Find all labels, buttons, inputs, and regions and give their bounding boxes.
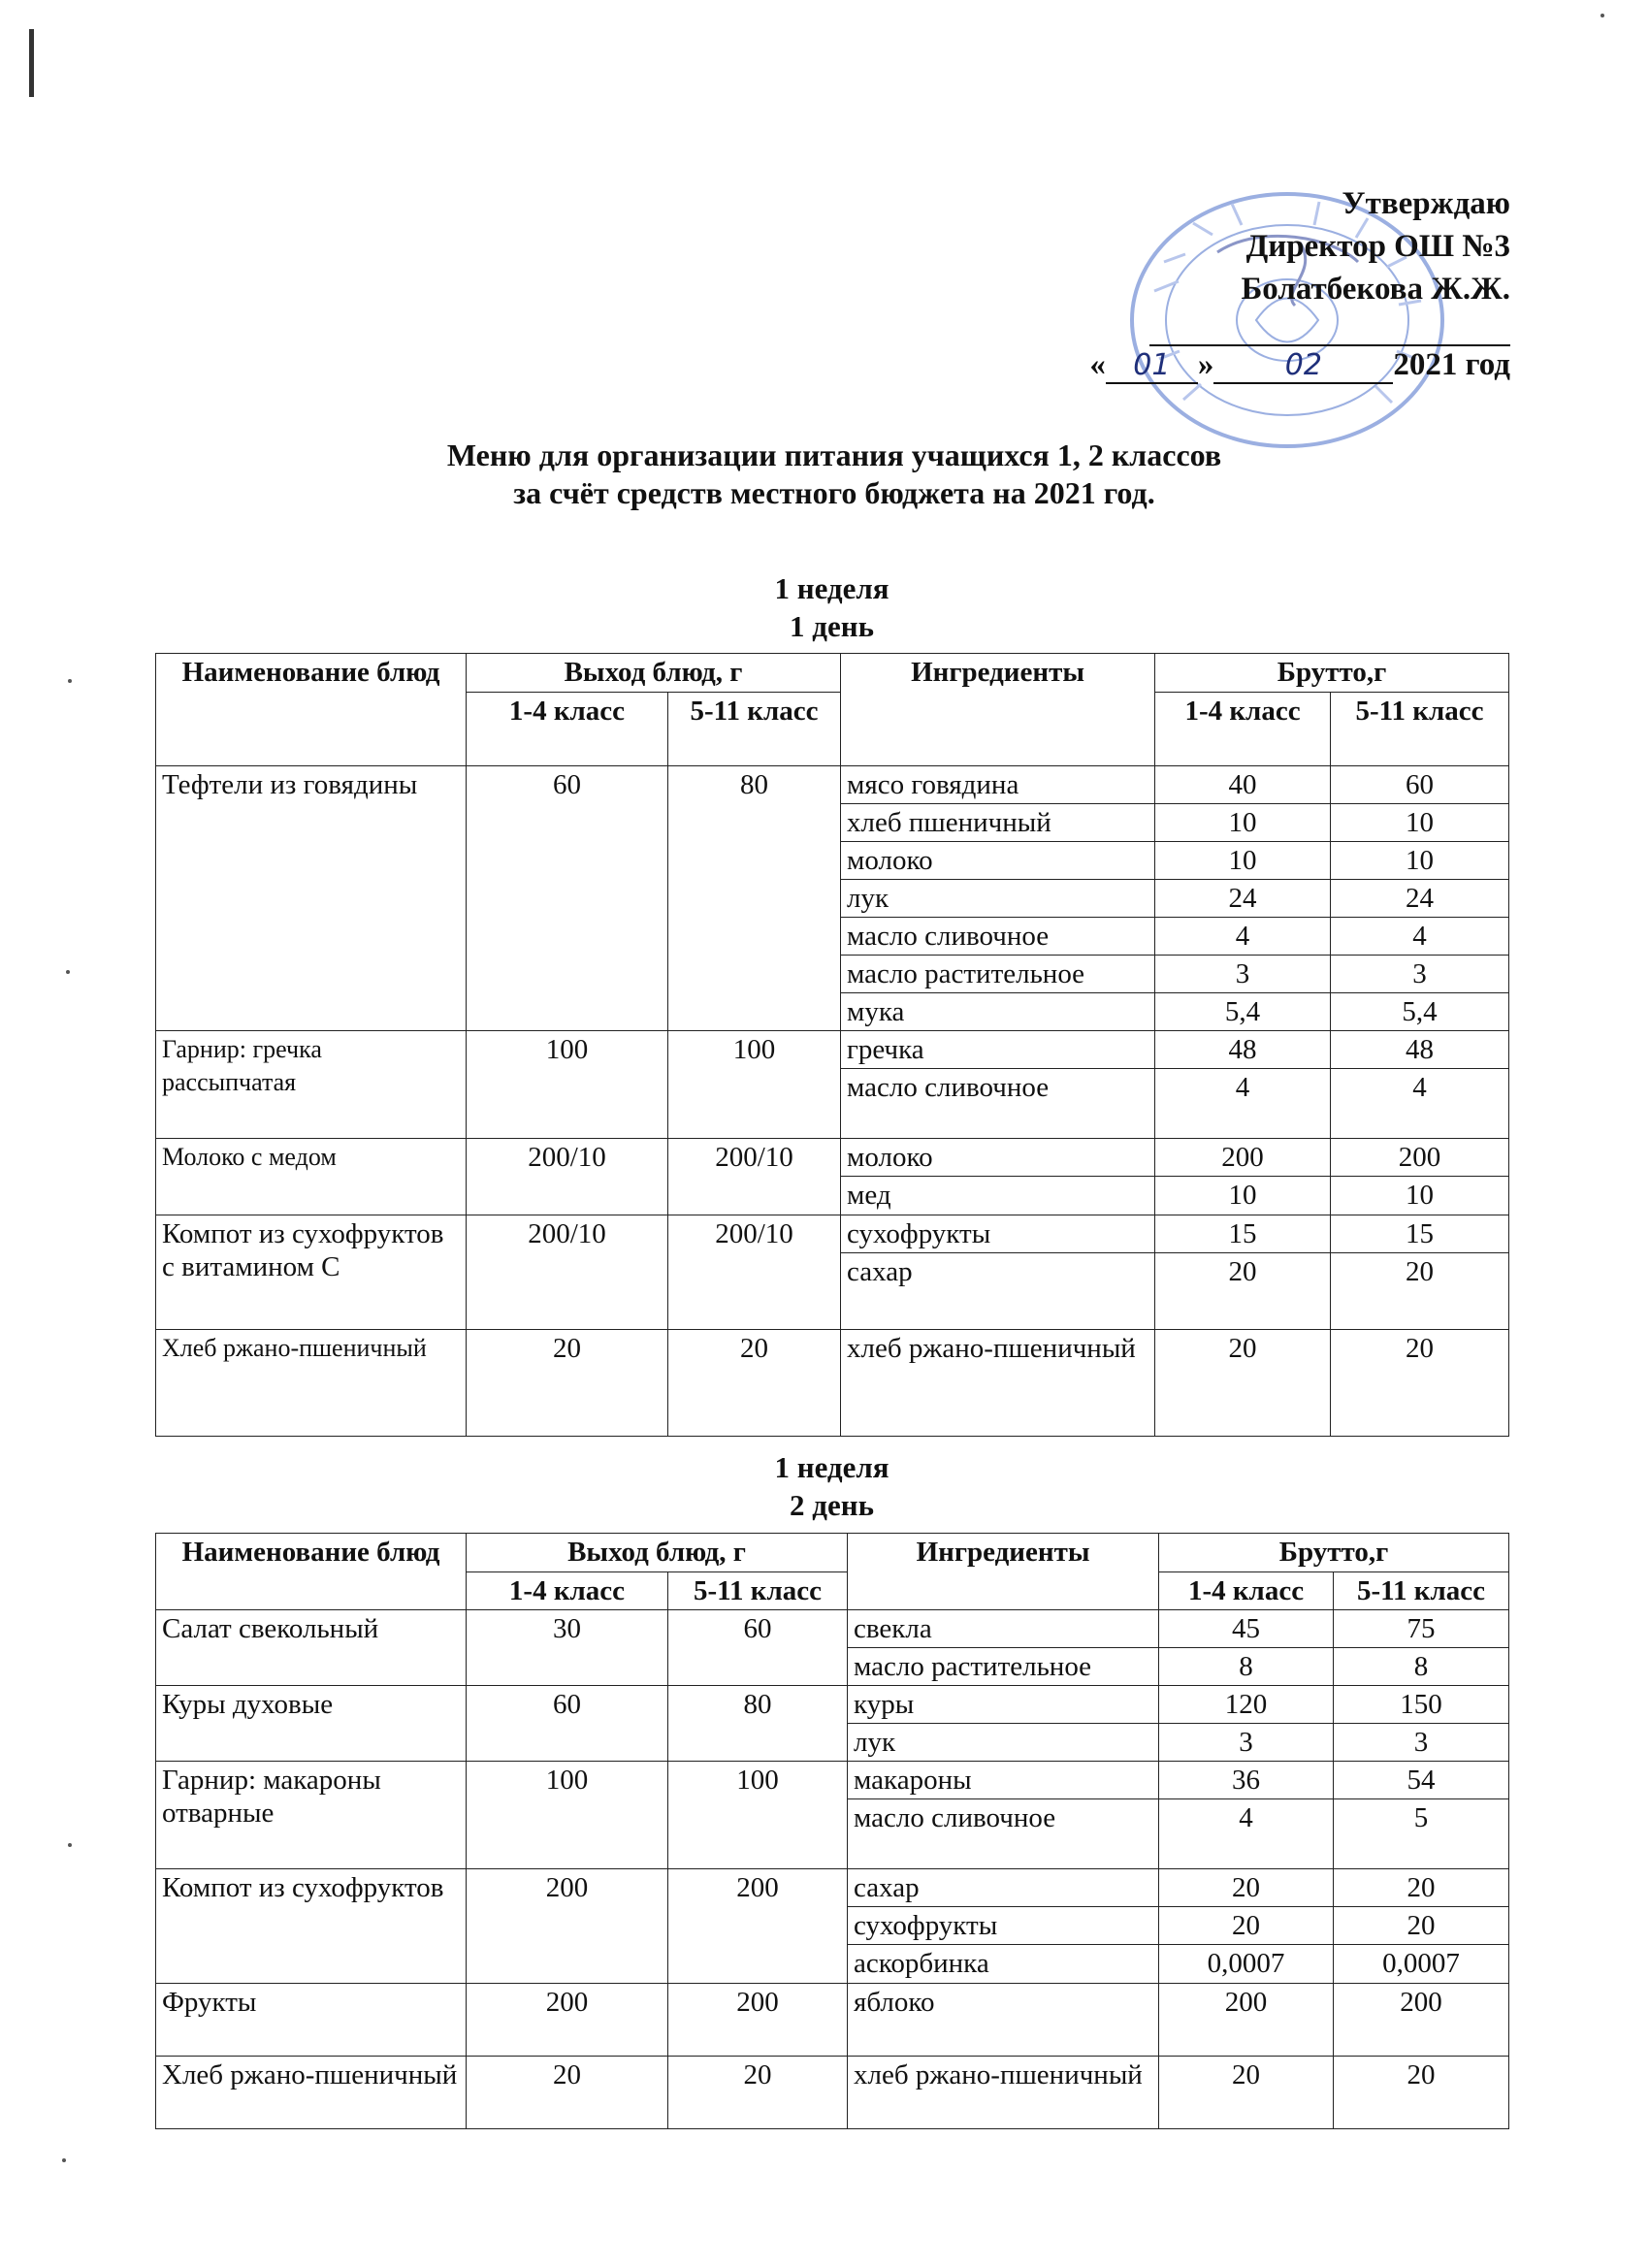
gross-5-11: 5,4 [1331, 993, 1509, 1031]
ingredient-name: мед [841, 1177, 1155, 1215]
ingredient-name: молоко [841, 1139, 1155, 1177]
approval-word: Утверждаю [1342, 186, 1510, 221]
output-1-4: 200 [467, 1984, 668, 2057]
gross-5-11: 20 [1331, 1330, 1509, 1437]
header-output-1-4: 1-4 класс [467, 693, 668, 766]
date-quote-open: « [1089, 347, 1106, 382]
header-ingredients: Ингредиенты [841, 654, 1155, 766]
gross-1-4: 40 [1155, 766, 1331, 804]
ingredient-name: сахар [841, 1253, 1155, 1330]
output-5-11: 100 [668, 1031, 841, 1139]
gross-5-11: 4 [1331, 1069, 1509, 1139]
gross-1-4: 200 [1159, 1984, 1334, 2057]
output-5-11: 200/10 [668, 1215, 841, 1330]
day2-day: 2 день [790, 1488, 874, 1522]
output-5-11: 200 [668, 1984, 848, 2057]
dish-name: Гарнир: гречка рассыпчатая [156, 1031, 467, 1139]
menu-table-day1 [155, 653, 1509, 1437]
header-output: Выход блюд, г [467, 654, 841, 693]
gross-5-11: 8 [1334, 1648, 1509, 1686]
ingredient-name: хлеб ржано-пшеничный [841, 1330, 1155, 1437]
output-1-4: 60 [467, 766, 668, 1031]
scan-dot [68, 1843, 72, 1847]
output-5-11: 20 [668, 2057, 848, 2129]
output-1-4: 100 [467, 1762, 668, 1869]
ingredient-name: мясо говядина [841, 766, 1155, 804]
output-1-4: 20 [467, 2057, 668, 2129]
gross-5-11: 10 [1331, 842, 1509, 880]
date-quote-close: » [1197, 347, 1214, 382]
scan-dot [66, 970, 70, 974]
gross-5-11: 20 [1334, 1869, 1509, 1907]
header-output-1-4: 1-4 класс [467, 1572, 668, 1610]
gross-1-4: 36 [1159, 1762, 1334, 1799]
gross-1-4: 20 [1159, 1907, 1334, 1945]
output-1-4: 200/10 [467, 1215, 668, 1330]
table-row [156, 1330, 1509, 1437]
dish-name: Компот из сухофруктов [156, 1869, 467, 1984]
table-row [156, 1139, 1509, 1177]
gross-1-4: 0,0007 [1159, 1945, 1334, 1984]
ingredient-name: хлеб ржано-пшеничный [848, 2057, 1159, 2129]
gross-1-4: 4 [1155, 918, 1331, 956]
gross-5-11: 150 [1334, 1686, 1509, 1724]
header-gross-5-11: 5-11 класс [1331, 693, 1509, 766]
gross-5-11: 48 [1331, 1031, 1509, 1069]
dish-name: Компот из сухофруктов с витамином С [156, 1215, 467, 1330]
dish-name: Хлеб ржано-пшеничный [156, 2057, 467, 2129]
menu-table-day2 [155, 1533, 1509, 2129]
gross-1-4: 3 [1155, 956, 1331, 993]
header-dish: Наименование блюд [156, 1534, 467, 1610]
ingredient-name: макароны [848, 1762, 1159, 1799]
header-gross-1-4: 1-4 класс [1159, 1572, 1334, 1610]
scan-dot [68, 679, 72, 683]
gross-5-11: 10 [1331, 804, 1509, 842]
header-dish: Наименование блюд [156, 654, 467, 766]
output-1-4: 200 [467, 1869, 668, 1984]
output-5-11: 60 [668, 1610, 848, 1686]
date-month: 02 [1213, 348, 1393, 384]
ingredient-name: масло растительное [841, 956, 1155, 993]
approval-date [1089, 347, 1510, 384]
gross-5-11: 200 [1334, 1984, 1509, 2057]
ingredient-name: молоко [841, 842, 1155, 880]
day1-week: 1 неделя [774, 571, 889, 605]
output-1-4: 30 [467, 1610, 668, 1686]
ingredient-name: масло сливочное [848, 1799, 1159, 1869]
signature-line [1149, 344, 1510, 346]
gross-5-11: 15 [1331, 1215, 1509, 1253]
output-5-11: 200 [668, 1869, 848, 1984]
gross-1-4: 48 [1155, 1031, 1331, 1069]
dish-name: Молоко с медом [156, 1139, 467, 1215]
scan-dot [62, 2158, 66, 2162]
table-row [156, 1762, 1509, 1799]
gross-1-4: 15 [1155, 1215, 1331, 1253]
ingredient-name: мука [841, 993, 1155, 1031]
gross-1-4: 20 [1159, 2057, 1334, 2129]
scan-dot [1600, 14, 1604, 17]
output-1-4: 20 [467, 1330, 668, 1437]
date-year: 2021 год [1393, 347, 1510, 382]
gross-1-4: 20 [1155, 1253, 1331, 1330]
output-1-4: 100 [467, 1031, 668, 1139]
header-gross: Брутто,г [1155, 654, 1509, 693]
day2-week: 1 неделя [774, 1450, 889, 1484]
ingredient-name: масло сливочное [841, 1069, 1155, 1139]
dish-name: Хлеб ржано-пшеничный [156, 1330, 467, 1437]
ingredient-name: масло сливочное [841, 918, 1155, 956]
table-row [156, 2057, 1509, 2129]
gross-1-4: 45 [1159, 1610, 1334, 1648]
gross-1-4: 20 [1159, 1869, 1334, 1907]
output-1-4: 200/10 [467, 1139, 668, 1215]
ingredient-name: лук [841, 880, 1155, 918]
gross-5-11: 24 [1331, 880, 1509, 918]
dish-name: Тефтели из говядины [156, 766, 467, 1031]
dish-name: Салат свекольный [156, 1610, 467, 1686]
dish-name: Куры духовые [156, 1686, 467, 1762]
gross-5-11: 200 [1331, 1139, 1509, 1177]
gross-1-4: 10 [1155, 842, 1331, 880]
gross-5-11: 4 [1331, 918, 1509, 956]
director-name: Болатбекова Ж.Ж. [1241, 272, 1510, 307]
gross-5-11: 54 [1334, 1762, 1509, 1799]
output-5-11: 80 [668, 1686, 848, 1762]
gross-5-11: 5 [1334, 1799, 1509, 1869]
gross-5-11: 20 [1331, 1253, 1509, 1330]
table-row [156, 1031, 1509, 1069]
gross-1-4: 8 [1159, 1648, 1334, 1686]
header-gross-5-11: 5-11 класс [1334, 1572, 1509, 1610]
table-row [156, 1610, 1509, 1648]
title-line-1: Меню для организации питания учащихся 1, 2 классов [446, 437, 1222, 472]
gross-1-4: 4 [1155, 1069, 1331, 1139]
gross-5-11: 10 [1331, 1177, 1509, 1215]
header-output: Выход блюд, г [467, 1534, 848, 1572]
output-1-4: 60 [467, 1686, 668, 1762]
ingredient-name: сухофрукты [841, 1215, 1155, 1253]
gross-5-11: 20 [1334, 1907, 1509, 1945]
date-day: 01 [1106, 348, 1198, 384]
dish-name: Фрукты [156, 1984, 467, 2057]
document-title [0, 437, 1649, 512]
ingredient-name: хлеб пшеничный [841, 804, 1155, 842]
ingredient-name: аскорбинка [848, 1945, 1159, 1984]
gross-5-11: 3 [1331, 956, 1509, 993]
gross-1-4: 24 [1155, 880, 1331, 918]
ingredient-name: куры [848, 1686, 1159, 1724]
ingredient-name: лук [848, 1724, 1159, 1762]
output-5-11: 20 [668, 1330, 841, 1437]
ingredient-name: гречка [841, 1031, 1155, 1069]
gross-1-4: 10 [1155, 1177, 1331, 1215]
day1-heading [155, 569, 1508, 645]
table-row [156, 1686, 1509, 1724]
output-5-11: 80 [668, 766, 841, 1031]
gross-5-11: 20 [1334, 2057, 1509, 2129]
ingredient-name: свекла [848, 1610, 1159, 1648]
header-output-5-11: 5-11 класс [668, 693, 841, 766]
ingredient-name: сухофрукты [848, 1907, 1159, 1945]
header-ingredients: Ингредиенты [848, 1534, 1159, 1610]
gross-5-11: 75 [1334, 1610, 1509, 1648]
gross-1-4: 200 [1155, 1139, 1331, 1177]
title-line-2: за счёт средств местного бюджета на 2021 год. [513, 475, 1155, 510]
gross-1-4: 4 [1159, 1799, 1334, 1869]
gross-1-4: 10 [1155, 804, 1331, 842]
ingredient-name: масло растительное [848, 1648, 1159, 1686]
gross-1-4: 120 [1159, 1686, 1334, 1724]
gross-1-4: 5,4 [1155, 993, 1331, 1031]
day1-day: 1 день [790, 609, 874, 643]
output-5-11: 100 [668, 1762, 848, 1869]
header-gross-1-4: 1-4 класс [1155, 693, 1331, 766]
gross-1-4: 3 [1159, 1724, 1334, 1762]
table-row [156, 766, 1509, 804]
gross-5-11: 60 [1331, 766, 1509, 804]
header-output-5-11: 5-11 класс [668, 1572, 848, 1610]
ingredient-name: сахар [848, 1869, 1159, 1907]
table-row [156, 1984, 1509, 2057]
output-5-11: 200/10 [668, 1139, 841, 1215]
director-title: Директор ОШ №3 [1245, 229, 1510, 264]
approval-block [1241, 182, 1510, 310]
gross-5-11: 3 [1334, 1724, 1509, 1762]
table-row [156, 1869, 1509, 1907]
gross-1-4: 20 [1155, 1330, 1331, 1437]
scan-edge-mark [29, 29, 34, 97]
day2-heading [155, 1448, 1508, 1524]
table-row [156, 1215, 1509, 1253]
dish-name: Гарнир: макароны отварные [156, 1762, 467, 1869]
header-gross: Брутто,г [1159, 1534, 1509, 1572]
gross-5-11: 0,0007 [1334, 1945, 1509, 1984]
ingredient-name: яблоко [848, 1984, 1159, 2057]
